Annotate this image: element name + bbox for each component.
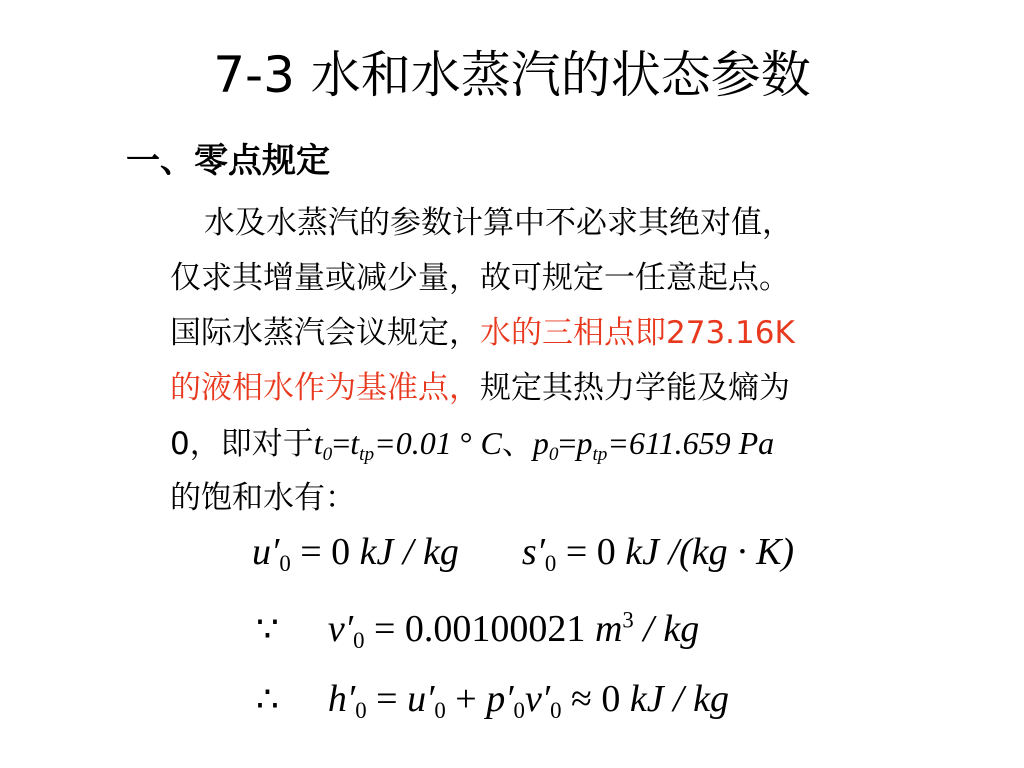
inline-math-t: $t_0=t_{tp}=0.01$ ° C [313,425,502,465]
equation-u-s: $u'_0 = 0$ kJ / kg $s'_0 = 0$ kJ /(kg · K) [252,531,795,576]
inline-math-p: $p_0=p_{tp}=611.659$ Pa [532,425,775,465]
therefore-symbol: ∴ [256,679,279,719]
highlight-reference-point: 的液相水作为基准点， [170,370,480,406]
equation-v: ∵ $v'_0 = 0.00100021$ $m^3$ / kg [256,607,700,653]
paragraph-line-2: 仅求其增量或减少量，故可规定一任意起点。 [170,260,790,296]
equation-h: ∴ $h'_0 = u'_0 + p'_0v'_0 \approx 0$ kJ / kg [256,678,730,723]
paragraph-text-3: 国际水蒸汽会议规定， [170,315,480,351]
paragraph-text-1: 水及水蒸汽的参数计算中不必求其绝对值， [204,205,793,241]
paragraph-text-4: 规定其热力学能及熵为 [480,370,790,406]
because-symbol: ∵ [256,609,279,649]
paragraph-line-1 [170,196,970,251]
paragraph-line-4 [170,361,970,416]
slide-title: 7-3 水和水蒸汽的状态参数 [213,46,811,104]
body-paragraph [170,196,970,526]
highlight-triple-point: 水的三相点即273.16K [480,315,795,351]
paragraph-line-6: 的饱和水有： [170,480,356,516]
paragraph-line-3 [170,306,970,361]
paragraph-line-5 [170,416,970,471]
separator: 、 [501,426,533,462]
paragraph-text-5: 0，即对于 [170,426,314,462]
section-heading: 一、零点规定 [126,141,330,181]
